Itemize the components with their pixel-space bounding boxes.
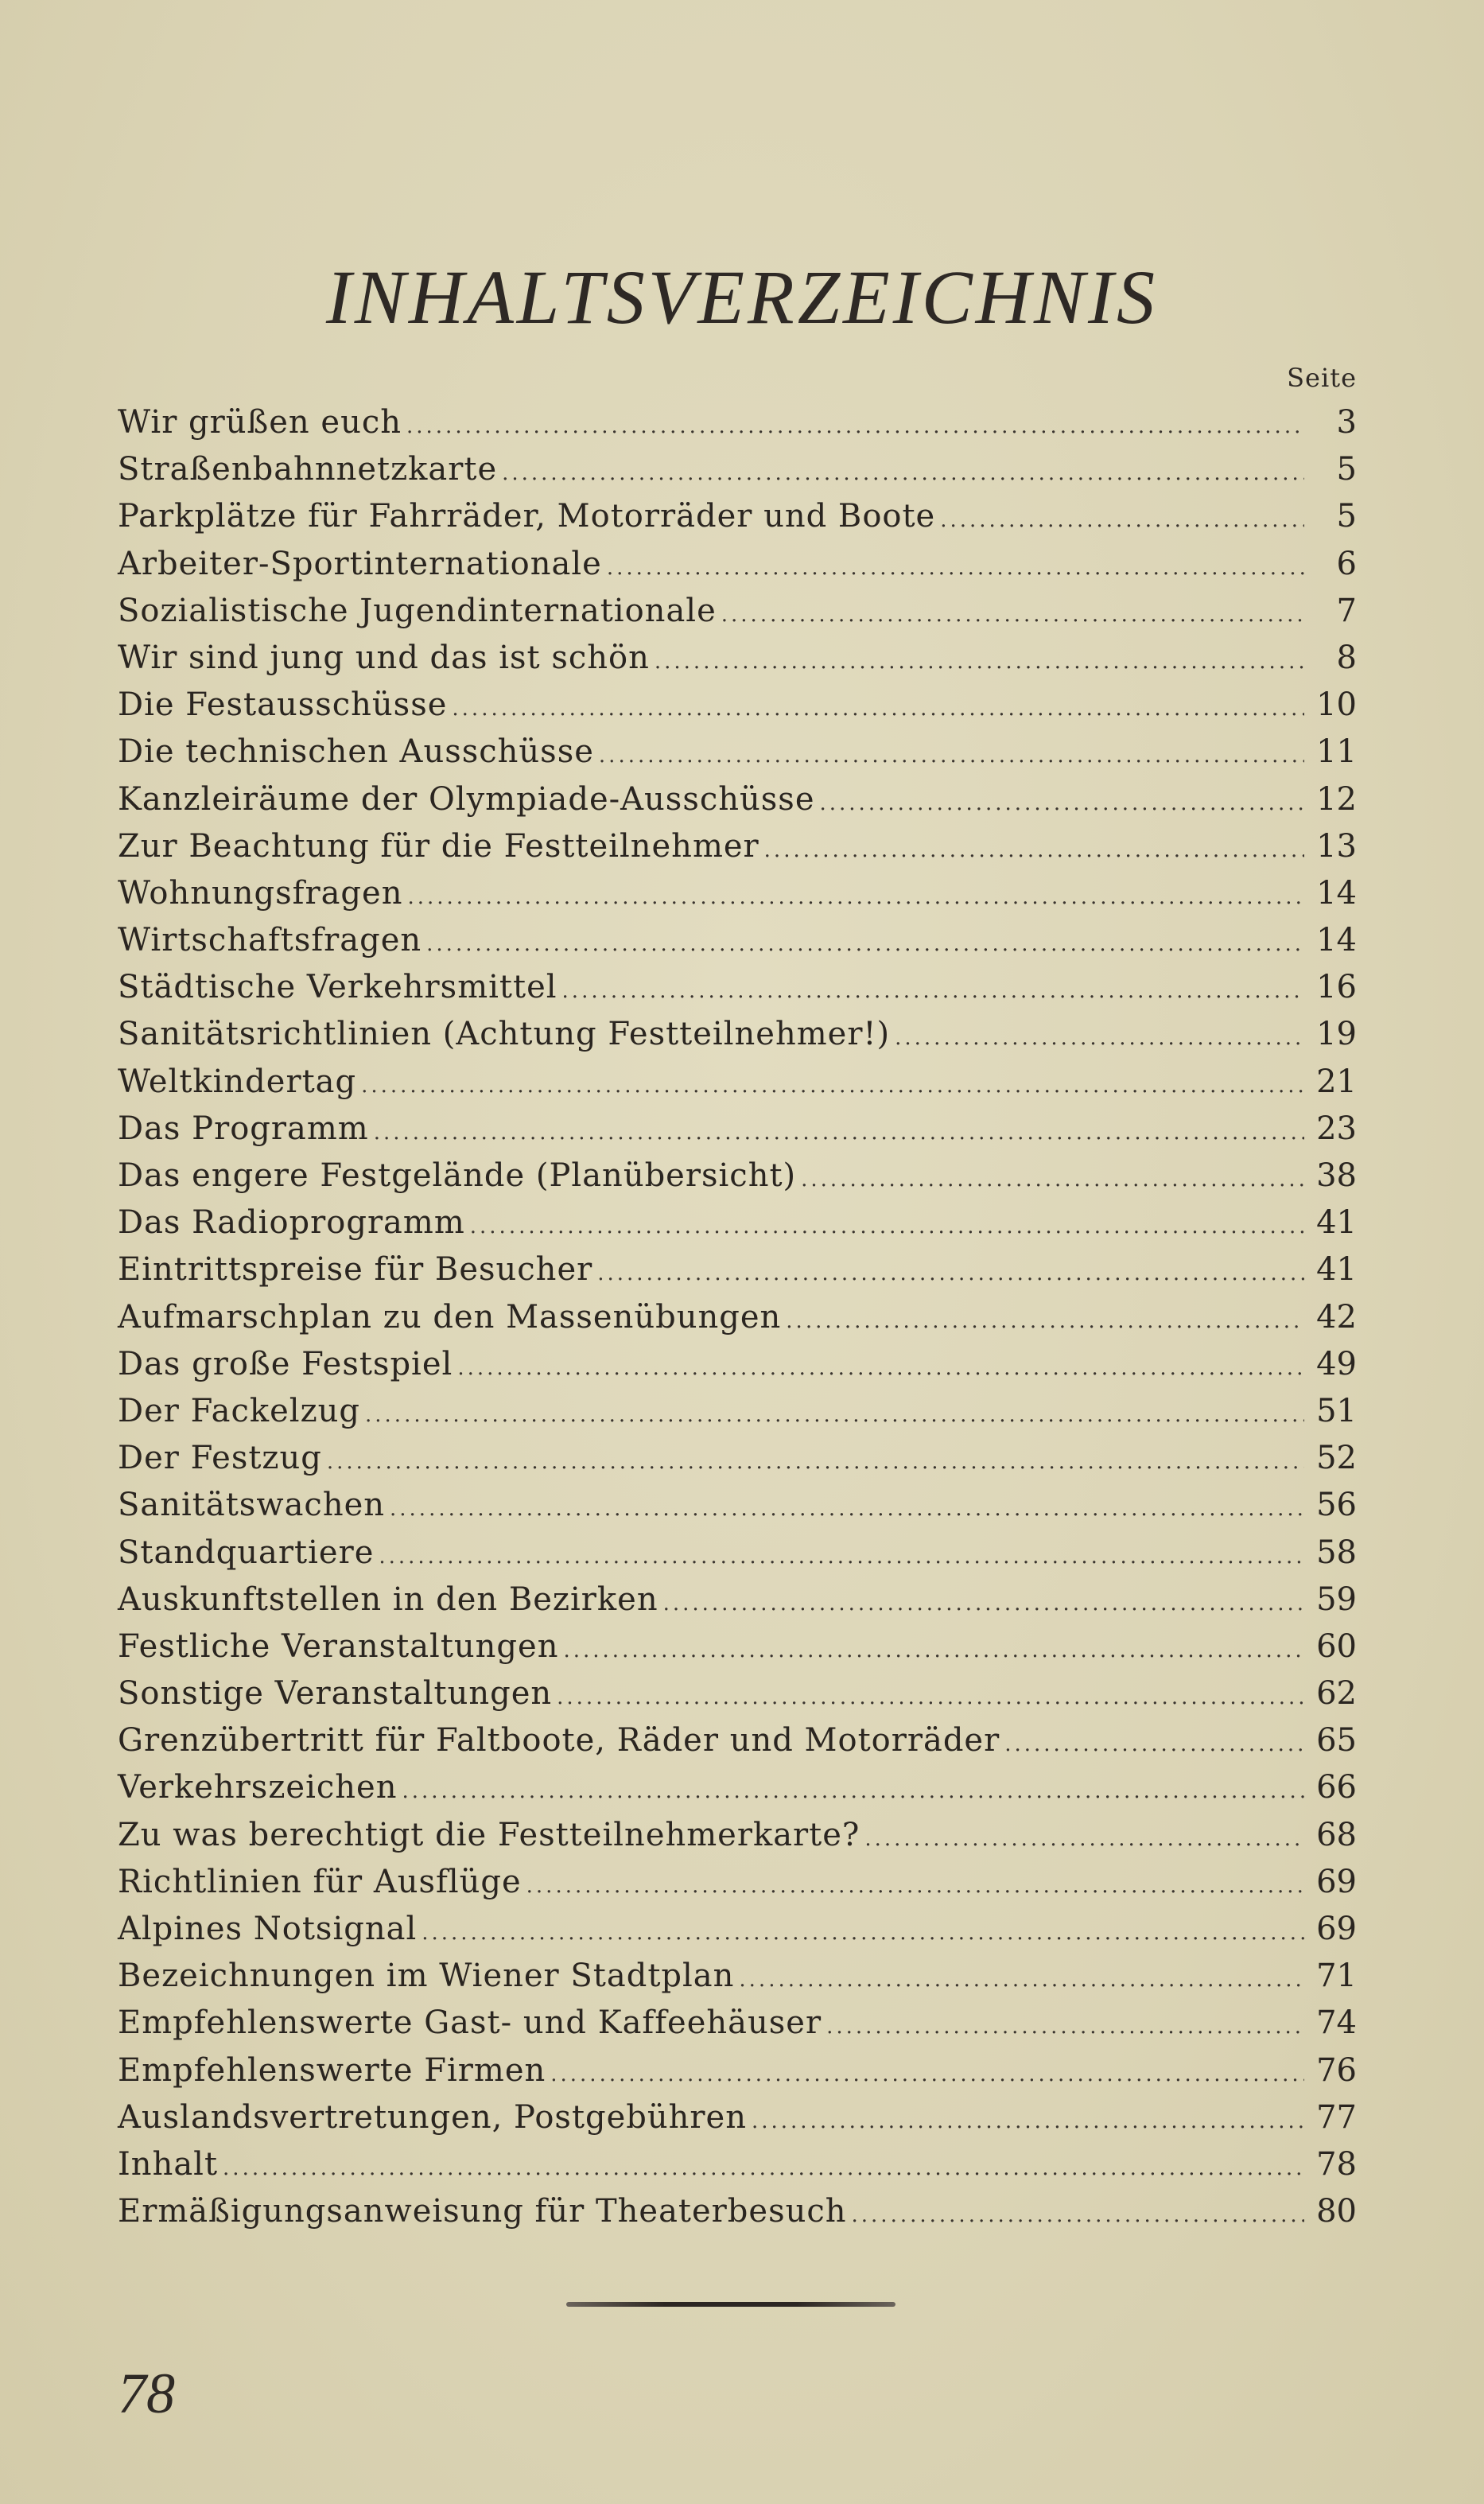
toc-entry — [118, 1764, 1357, 1811]
toc-entry-page: 78 — [1316, 2145, 1357, 2183]
toc-entry-page: 56 — [1316, 1487, 1357, 1524]
toc-entry — [118, 1011, 1357, 1058]
toc-entry-title: Der Fackelzug — [118, 1392, 361, 1429]
dot-leader — [852, 2192, 1304, 2239]
dot-leader — [557, 1674, 1304, 1721]
toc-entry-page: 77 — [1316, 2098, 1357, 2136]
toc-entry-page: 6 — [1336, 545, 1357, 582]
toc-entry-page: 11 — [1316, 733, 1357, 771]
toc-entry-page: 68 — [1316, 1816, 1357, 1853]
dot-leader — [361, 1063, 1304, 1110]
toc-entry-title: Aufmarschplan zu den Massenübungen — [118, 1298, 782, 1336]
toc-entry-title: Das Radioprogramm — [118, 1204, 465, 1242]
toc-entry — [118, 1059, 1357, 1106]
toc-entry-title: Die technischen Ausschüsse — [118, 733, 594, 771]
dot-leader — [502, 450, 1304, 497]
dot-leader — [470, 1203, 1304, 1250]
toc-entry — [118, 1530, 1357, 1577]
toc-entry — [118, 1906, 1357, 1953]
toc-entry — [118, 1812, 1357, 1859]
toc-entry — [118, 1246, 1357, 1293]
toc-entry-page: 62 — [1316, 1675, 1357, 1713]
toc-entry-page: 21 — [1316, 1063, 1357, 1100]
toc-entry-page: 10 — [1316, 686, 1357, 724]
toc-entry-title: Empfehlenswerte Gast- und Kaffeehäuser — [118, 2004, 822, 2042]
toc-entry — [118, 682, 1357, 729]
toc-entry — [118, 541, 1357, 588]
dot-leader — [550, 2051, 1304, 2098]
dot-leader — [655, 639, 1304, 686]
toc-entry-page: 69 — [1316, 1863, 1357, 1900]
toc-entry-title: Wirtschaftsfragen — [118, 922, 422, 959]
toc-entry-title: Auskunftstellen in den Bezirken — [118, 1581, 658, 1618]
dot-leader — [801, 1157, 1304, 1203]
toc-entry — [118, 635, 1357, 682]
toc-entry-page: 3 — [1336, 404, 1357, 441]
dot-leader — [526, 1863, 1304, 1910]
toc-entry — [118, 399, 1357, 446]
dot-leader — [422, 1910, 1304, 1957]
toc-entry-page: 66 — [1316, 1769, 1357, 1806]
toc-entry — [118, 1341, 1357, 1388]
toc-entry-title: Alpines Notsignal — [118, 1911, 418, 1947]
toc-entry — [118, 2141, 1357, 2188]
dot-leader — [402, 1768, 1304, 1815]
toc-entry-title: Das große Festspiel — [118, 1345, 453, 1382]
toc-entry — [118, 1717, 1357, 1764]
toc-entry-page: 5 — [1336, 451, 1357, 488]
dot-leader — [457, 1345, 1304, 1392]
toc-entry-page: 60 — [1316, 1627, 1357, 1665]
toc-entry — [118, 729, 1357, 776]
toc-entry-page: 42 — [1316, 1298, 1357, 1336]
dot-leader — [663, 1581, 1304, 1627]
dot-leader — [607, 545, 1304, 592]
toc-entry-page: 38 — [1316, 1157, 1357, 1194]
toc-entry-title: Empfehlenswerte Firmen — [118, 2051, 546, 2089]
page-title: INHALTSVERZEICHNIS — [325, 255, 1159, 340]
toc-entry-page: 71 — [1316, 1958, 1357, 1995]
toc-entry-page: 80 — [1316, 2193, 1357, 2230]
toc-entry-title: Grenzübertritt für Faltboote, Räder und Motorräder — [118, 1722, 1000, 1759]
toc-entry — [118, 823, 1357, 870]
toc-entry-page: 14 — [1316, 874, 1357, 912]
toc-entry — [118, 1482, 1357, 1529]
toc-entry-title: Festliche Veranstaltungen — [118, 1627, 559, 1665]
toc-entry-title: Städtische Verkehrsmittel — [118, 969, 557, 1006]
toc-entry — [118, 1294, 1357, 1341]
dot-leader — [327, 1439, 1304, 1486]
toc-entry — [118, 1670, 1357, 1717]
toc-entry-page: 51 — [1316, 1392, 1357, 1429]
toc-entry — [118, 870, 1357, 917]
toc-entry-page: 49 — [1316, 1345, 1357, 1382]
toc-entry — [118, 446, 1357, 493]
toc-entry-title: Standquartiere — [118, 1534, 375, 1571]
toc-entry-page: 5 — [1336, 498, 1357, 535]
dot-leader — [895, 1015, 1304, 1062]
toc-entry — [118, 964, 1357, 1011]
dot-leader — [562, 968, 1304, 1015]
toc-entry-title: Bezeichnungen im Wiener Stadtplan — [118, 1958, 735, 1995]
toc-entry-title: Das Programm — [118, 1110, 369, 1147]
toc-entry-title: Verkehrszeichen — [118, 1769, 398, 1806]
toc-entry-title: Wir sind jung und das ist schön — [118, 639, 650, 676]
toc-entry — [118, 2094, 1357, 2141]
toc-entry-title: Straßenbahnnetzkarte — [118, 451, 498, 488]
toc-entry-page: 16 — [1316, 969, 1357, 1006]
toc-entry — [118, 1388, 1357, 1435]
toc-entry-page: 76 — [1316, 2051, 1357, 2089]
toc-entry — [118, 1153, 1357, 1200]
toc-entry-title: Zu was berechtigt die Festteilnehmerkarte? — [118, 1816, 860, 1853]
toc-entry-page: 8 — [1336, 639, 1357, 676]
toc-entry-title: Arbeiter-Sportinternationale — [118, 545, 602, 582]
toc-entry-title: Der Festzug — [118, 1440, 322, 1477]
toc-entry-title: Inhalt — [118, 2145, 219, 2183]
toc-entry-title: Wir grüßen euch — [118, 404, 402, 441]
toc-entry-title: Das engere Festgelände (Planübersicht) — [118, 1157, 797, 1194]
dot-leader — [407, 874, 1304, 921]
dot-leader — [786, 1298, 1304, 1345]
toc-entry — [118, 2047, 1357, 2094]
dot-leader — [379, 1534, 1304, 1581]
toc-entry — [118, 776, 1357, 823]
toc-entry-title: Zur Beachtung für die Festteilnehmer — [118, 827, 759, 865]
dot-leader — [599, 733, 1304, 780]
toc-entry — [118, 2188, 1357, 2235]
dot-leader — [826, 2004, 1304, 2051]
toc-entry-page: 52 — [1316, 1440, 1357, 1477]
dot-leader — [1004, 1721, 1304, 1768]
dot-leader — [390, 1486, 1304, 1533]
toc-entry-page: 13 — [1316, 827, 1357, 865]
toc-entry-page: 14 — [1316, 922, 1357, 959]
toc-entry-page: 12 — [1316, 780, 1357, 818]
toc-entry-page: 65 — [1316, 1722, 1357, 1759]
toc-entry-title: Auslandsvertretungen, Postgebühren — [118, 2098, 747, 2136]
page-column-header: Seite — [1287, 363, 1357, 393]
toc-entry — [118, 1577, 1357, 1623]
dot-leader — [374, 1110, 1304, 1157]
toc-entry — [118, 1435, 1357, 1482]
dot-leader — [940, 497, 1304, 544]
toc-entry-page: 58 — [1316, 1534, 1357, 1571]
dot-leader — [752, 2098, 1304, 2145]
toc-entry-title: Weltkindertag — [118, 1063, 357, 1100]
toc-entry-page: 69 — [1316, 1911, 1357, 1947]
toc-entry-title: Sonstige Veranstaltungen — [118, 1675, 553, 1713]
toc-entry-page: 59 — [1316, 1581, 1357, 1618]
toc-entry-title: Eintrittspreise für Besucher — [118, 1251, 593, 1289]
toc-entry-page: 74 — [1316, 2004, 1357, 2042]
dot-leader — [739, 1957, 1304, 2004]
toc-entry-title: Parkplätze für Fahrräder, Motorräder und Boote — [118, 498, 936, 535]
dot-leader — [406, 403, 1304, 450]
toc-entry-title: Sozialistische Jugendinternationale — [118, 592, 717, 629]
toc-entry — [118, 1200, 1357, 1246]
toc-entry-title: Richtlinien für Ausflüge — [118, 1863, 522, 1900]
toc-entry — [118, 588, 1357, 635]
toc-entry-page: 41 — [1316, 1204, 1357, 1242]
toc-entry-page: 41 — [1316, 1251, 1357, 1289]
dot-leader — [365, 1392, 1304, 1439]
page-number: 78 — [118, 2362, 175, 2425]
toc-entry-title: Wohnungsfragen — [118, 874, 403, 912]
toc-entry-page: 23 — [1316, 1110, 1357, 1147]
toc-entry-page: 19 — [1316, 1016, 1357, 1053]
toc-entry — [118, 1106, 1357, 1153]
dot-leader — [864, 1816, 1304, 1863]
dot-leader — [452, 686, 1304, 733]
dot-leader — [764, 827, 1304, 874]
toc-entry-title: Die Festausschüsse — [118, 686, 448, 724]
toc-entry-page: 7 — [1336, 592, 1357, 629]
toc-entry — [118, 1623, 1357, 1670]
toc-entry — [118, 1953, 1357, 2000]
toc-entry-title: Kanzleiräume der Olympiade-Ausschüsse — [118, 780, 815, 818]
divider-rule — [566, 2302, 895, 2307]
dot-leader — [721, 592, 1304, 639]
dot-leader — [563, 1627, 1304, 1674]
toc-entry-title: Ermäßigungsanweisung für Theaterbesuch — [118, 2193, 847, 2230]
toc-entry — [118, 1859, 1357, 1906]
dot-leader — [597, 1250, 1304, 1297]
toc-entry — [118, 493, 1357, 540]
toc-entry — [118, 2000, 1357, 2047]
table-of-contents — [118, 399, 1357, 2235]
toc-entry — [118, 917, 1357, 964]
toc-entry-title: Sanitätswachen — [118, 1487, 386, 1524]
dot-leader — [223, 2145, 1304, 2192]
dot-leader — [820, 780, 1305, 827]
dot-leader — [426, 921, 1304, 968]
toc-entry-title: Sanitätsrichtlinien (Achtung Festteilnehmer!) — [118, 1016, 891, 1053]
